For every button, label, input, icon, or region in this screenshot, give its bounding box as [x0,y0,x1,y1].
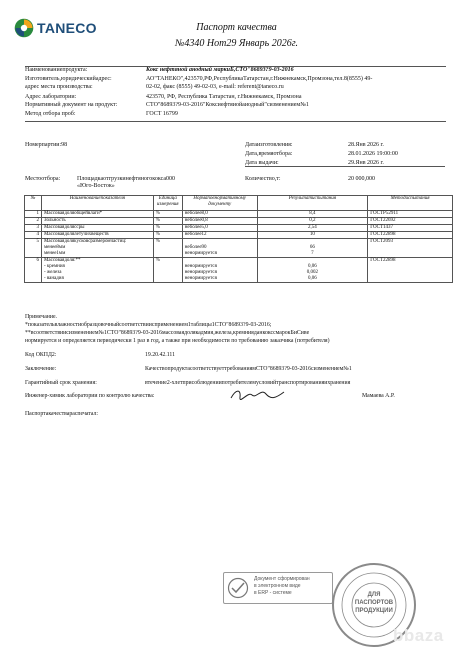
row-result-line: 7 [311,251,314,256]
okpd-value: 19.20.42.111 [145,352,176,358]
row-method: ГОСТ22898 [368,258,453,283]
row-result-line: 0,06 [308,276,317,281]
date-issue-label: Дата выдачи: [245,160,279,166]
row-number: 5 [25,239,42,258]
row-indicator-line: Массоваядоля:** [43,258,81,263]
table-row [25,218,453,225]
row-indicator [41,239,153,258]
row-indicator: Массоваядоляобщейвлаги* [41,211,153,218]
row-result-line: 66 [309,245,315,250]
row-norm: неболее8,0 [182,211,257,218]
table-row [25,239,453,258]
notes-line-2: **всоответствиисизменением№1СТО"86893?9-03-2016массоваядолякадмия,железа,кремнияданкокссмарокБиСиве [25,330,310,336]
info-label-product: Наименованиепродукта: [25,67,88,73]
notes-line-1: *показательвлажностиобразцовочныйсоответствиисприменением1таблицы1СТО"86893?9-03-2016; [25,322,272,328]
date-manufacture-value: 28.Янв 2026 г. [348,142,384,148]
row-unit: % [153,239,182,258]
row-indicator-line: - ванадия [43,276,64,281]
table-row [25,225,453,232]
row-norm [182,239,257,258]
info-label-normative-doc: Нормативный документ на продукт: [25,102,118,108]
document-title: Паспорт качества [196,22,277,33]
engineer-signature-icon [228,386,288,402]
erp-stamp-line-1: Документ сформирован [254,576,310,582]
seal-line-1: ДЛЯ [367,592,381,598]
row-unit: % [153,225,182,232]
row-indicator-line: - кремния [43,264,65,269]
document-number: №4340 Нот29 Январь 2026г. [175,38,298,49]
row-method: ГОСТ22898 [368,232,453,239]
row-unit: % [153,258,182,283]
row-method: ГОСТ2093 [368,239,453,258]
row-result: 2,54 [257,225,368,232]
printed-by-label: Паспортакачествараспечатал: [25,411,99,417]
info-label-lab-address: Адрес лаборатории: [25,94,77,100]
row-number: 4 [25,232,42,239]
row-unit: % [153,218,182,225]
seal-line-3: ПРОДУКЦИИ [355,608,393,614]
info-value-manufacturer: АО"ТАНЕКО",423570,РФ,РеспубликаТатарстан,г.Нижнекамск,Промзона,тел.8(8555) 49- [146,76,373,82]
row-method: ГОСТР52911 [368,211,453,218]
row-result [257,258,368,283]
quantity-label: Количество,т: [245,176,281,182]
okpd-label: Код ОКПД2: [25,352,57,358]
header-unit: Единица измерения [153,196,182,211]
header-indicator: Наименованиепоказателя [41,196,153,211]
info-value-product: Кокс нефтяной анодный маркиБ,СТО"86893?9-03-2016 [146,67,294,73]
notes-line-3: нормируется и определяется периодически 1 раз в год, а также при необходимости по требованию заказчика (потребителя) [25,338,330,344]
row-norm-line: ненормируется [184,276,217,281]
row-unit: % [153,232,182,239]
date-issue-value: 29.Янв 2026 г. [348,160,384,166]
row-norm: неболее0,8 [182,218,257,225]
row-unit: % [153,211,182,218]
row-indicator: Массоваядоляссры [41,225,153,232]
row-result-line: 0,06 [308,264,317,269]
quality-results-table [24,195,453,283]
row-indicator: Зольность [41,218,153,225]
info-value-lab-address: 423570, РФ, Республика Татарстан, г.Нижнекамск, Промзона [146,94,302,100]
header-result: Результатиспытания [257,196,368,211]
row-result-line: 0,002 [306,270,319,275]
info-value-sampling-method: ГОСТ 16799 [146,111,178,117]
row-norm: неболее12 [182,232,257,239]
warranty-value: втечение2-хлетприсоблюдениипотребителемусловийтранспортированияихранения [145,380,351,386]
row-number: 3 [25,225,42,232]
row-indicator [41,258,153,283]
sampling-location-value: Площадкаотгрузкинефтяногококса000 [77,176,176,182]
sampling-location-value-2: «Юго-Восток» [77,183,115,189]
date-sampling-value: 28.01.2026 19:00:00 [348,151,398,157]
row-norm-line: ненормируется [184,264,217,269]
info-label-sampling-method: Метод отбора проб: [25,111,76,117]
row-number: 6 [25,258,42,283]
batch-number: Номерпартии:98 [25,142,68,148]
table-row [25,258,453,283]
row-indicator-line: менее1мм [43,251,66,256]
notes-title: Примечание. [25,314,57,320]
row-method: ГОСТ22692 [368,218,453,225]
quantity-value: 20 000,000 [348,176,375,182]
row-indicator-line: менее8мм [43,245,66,250]
dates-divider [245,166,445,167]
table-row [25,232,453,239]
header-number: № [25,196,42,211]
row-norm-line: неболее90 [184,245,207,250]
info-label-production-address: адрес места производства: [25,84,93,90]
conclusion-value: КачествопродуктасоответствуеттребованиямСТО"86893?9-03-2016сизменением№1 [145,366,352,372]
engineer-label: Инженер-химик лаборатории по контролю качества: [25,393,155,399]
logo-text: TANECO [37,20,97,36]
row-method: ГОСТ1437 [368,225,453,232]
row-indicator: Массоваядолялетучихвеществ [41,232,153,239]
row-number: 2 [25,218,42,225]
watermark: bbaza [393,626,444,645]
erp-stamp-icon [227,577,249,599]
row-result: 0,2 [257,218,368,225]
sampling-location-label: Местоотбора: [25,176,61,182]
conclusion-label: Заключение: [25,366,57,372]
header-method: Методиспытания [368,196,453,211]
row-norm: неболее5,0 [182,225,257,232]
erp-document-stamp [223,572,333,604]
row-result: 8,4 [257,211,368,218]
table-header-row [25,196,453,211]
row-indicator-line: - железа [43,270,62,275]
engineer-name: Мамаева А.Р. [362,393,395,399]
header-norm: Нормаповнормативному документу [182,196,257,211]
info-label-manufacturer: Изготовитель,юридическийадрес: [25,76,112,82]
date-sampling-label: Дата,времяотбора: [245,151,293,157]
row-result [257,239,368,258]
date-manufacture-label: Датаизготовления: [245,142,293,148]
erp-stamp-line-2: в электронном виде [254,583,301,589]
row-norm-line: ненормируется [184,270,217,275]
row-result: 10 [257,232,368,239]
warranty-label: Гарантийный срок хранения: [25,380,97,386]
row-number: 1 [25,211,42,218]
erp-stamp-line-3: в ERP - системе [254,590,292,596]
seal-line-2: ПАСПОРТОВ [354,600,394,606]
row-norm [182,258,257,283]
table-row [25,211,453,218]
row-indicator-line: Массоваядолякусковсразмеромчастиц: [43,239,127,244]
row-norm-line: ненормируется [184,251,217,256]
info-bottom-divider [25,121,446,122]
info-value-normative-doc: СТО"86893?9-03-2016"Коксиефтяиойаиодный"сизменением№1 [146,102,309,108]
info-value-production-address: 02-02, факс (8555) 49-02-03, e-mail: referent@taneco.ru [146,84,284,90]
